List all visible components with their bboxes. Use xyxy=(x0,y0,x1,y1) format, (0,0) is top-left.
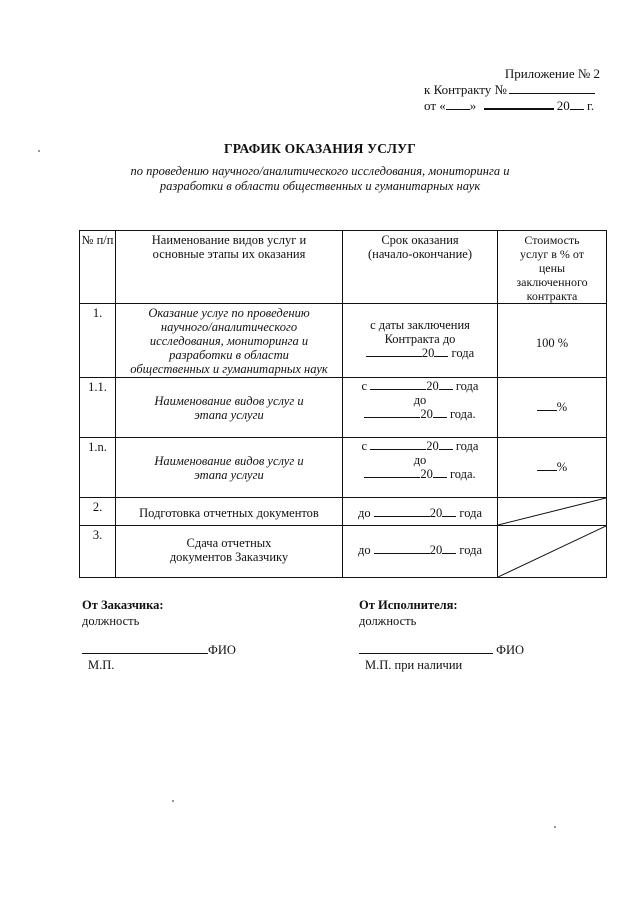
customer-signature-block xyxy=(82,598,322,673)
term-word1: года xyxy=(455,439,479,453)
contractor-signature-block xyxy=(359,598,599,673)
contractor-stamp: М.П. при наличии xyxy=(365,658,463,672)
term-text xyxy=(343,526,497,557)
schedule-table xyxy=(79,230,607,578)
term-word: года xyxy=(459,506,482,520)
row-num: 1. xyxy=(80,304,116,378)
header-term-text: Срок оказания (начало-окончание) xyxy=(367,233,473,261)
term-to: до xyxy=(413,393,427,407)
term-line2: Контракта до xyxy=(384,332,456,346)
term-word1: года xyxy=(455,379,479,393)
header-name xyxy=(116,231,343,304)
header-term xyxy=(343,231,498,304)
table-row xyxy=(80,498,607,526)
customer-position: должность xyxy=(82,614,140,628)
row-cost-empty xyxy=(498,526,607,578)
date-close-quote: » xyxy=(469,98,477,113)
percent-blank xyxy=(537,400,557,411)
year-blank xyxy=(433,407,447,418)
year-prefix: 20 xyxy=(556,98,570,113)
date-blank xyxy=(370,379,426,390)
row-term xyxy=(343,378,498,438)
scan-speck xyxy=(172,800,174,802)
date-blank xyxy=(370,439,426,450)
row-name-text: Сдача отчетных документов Заказчику xyxy=(169,536,289,564)
percent-sign: % xyxy=(556,400,568,414)
term-word: года xyxy=(459,543,482,557)
year-blank xyxy=(439,379,453,390)
year-blank xyxy=(434,346,448,357)
annex-contract-label: к Контракту № xyxy=(424,81,507,97)
cost-value xyxy=(498,378,606,414)
date-blank xyxy=(374,543,430,554)
header-name-text: Наименование видов услуг и основные этапы их оказания xyxy=(151,233,307,261)
contract-number-blank xyxy=(509,82,595,94)
term-text xyxy=(343,304,497,360)
year-blank xyxy=(439,439,453,450)
year-blank xyxy=(570,98,584,110)
contractor-fio: ФИО xyxy=(496,643,525,657)
term-year1: 20 xyxy=(426,379,439,393)
term-to: до xyxy=(413,453,427,467)
header-cost-text: Стоимость услуг в % от цены заключенного контракта xyxy=(516,233,588,303)
row-cost xyxy=(498,378,607,438)
annex-number: Приложение № 2 xyxy=(504,66,600,81)
term-to: до xyxy=(358,543,371,557)
term-text xyxy=(343,378,497,421)
contractor-signature-blank xyxy=(359,643,493,654)
term-from-line xyxy=(343,379,497,393)
annex-contract-line xyxy=(424,82,600,98)
term-word: года xyxy=(451,346,475,360)
annex-header xyxy=(424,66,600,114)
term-to-line xyxy=(343,467,497,481)
contractor-fio-line xyxy=(359,643,599,658)
contractor-heading: От Исполнителя: xyxy=(359,598,458,612)
page-subtitle: по проведению научного/аналитического исследования, мониторинга и разработки в области общественных и гуманитарных наук xyxy=(130,164,510,193)
term-year2: 20 xyxy=(420,407,433,421)
row-name-text: Подготовка отчетных документов xyxy=(139,506,319,520)
date-blank xyxy=(366,346,422,357)
header-cost xyxy=(498,231,607,304)
row-name-text: Наименование видов услуг и этапа услуги xyxy=(154,454,304,482)
row-name-text: Оказание услуг по проведению научного/аналитического исследования, мониторинга и разработки в области общественных и гуманитарных наук xyxy=(130,306,328,376)
term-year: 20 xyxy=(429,506,443,520)
term-word2: года. xyxy=(449,467,476,481)
row-term xyxy=(343,526,498,578)
row-term xyxy=(343,304,498,378)
term-to-line xyxy=(343,407,497,421)
scan-speck xyxy=(554,826,556,828)
annex-date-line xyxy=(424,97,600,114)
customer-stamp: М.П. xyxy=(88,658,115,672)
table-row xyxy=(80,378,607,438)
row-cost xyxy=(498,438,607,498)
term-year1: 20 xyxy=(426,439,439,453)
year-blank xyxy=(433,467,447,478)
month-blank xyxy=(484,97,554,110)
term-year: 20 xyxy=(429,543,443,557)
term-text xyxy=(343,498,497,520)
term-line3 xyxy=(343,346,497,360)
date-open-quote: от « xyxy=(424,98,446,113)
date-blank xyxy=(364,407,420,418)
row-cost-empty xyxy=(498,498,607,526)
row-term xyxy=(343,498,498,526)
year-blank xyxy=(442,543,456,554)
row-num: 3. xyxy=(80,526,116,578)
customer-heading: От Заказчика: xyxy=(82,598,164,612)
row-cost xyxy=(498,304,607,378)
term-word2: года. xyxy=(449,407,476,421)
term-year: 20 xyxy=(421,346,435,360)
term-from: с xyxy=(361,439,368,453)
page-title: ГРАФИК ОКАЗАНИЯ УСЛУГ xyxy=(223,141,417,156)
row-num: 1.n. xyxy=(80,438,116,498)
year-suffix: г. xyxy=(587,98,595,113)
row-name xyxy=(116,498,343,526)
term-year2: 20 xyxy=(420,467,433,481)
header-num: № п/п xyxy=(80,231,116,304)
diagonal-strike xyxy=(498,498,606,525)
row-num: 2. xyxy=(80,498,116,526)
row-num: 1.1. xyxy=(80,378,116,438)
scan-speck xyxy=(38,150,40,152)
term-to: до xyxy=(358,506,371,520)
row-name xyxy=(116,526,343,578)
table-row xyxy=(80,438,607,498)
row-name xyxy=(116,378,343,438)
row-name xyxy=(116,304,343,378)
year-blank xyxy=(442,506,456,517)
percent-sign: % xyxy=(556,460,568,474)
term-text xyxy=(343,438,497,481)
diagonal-strike xyxy=(498,526,606,577)
customer-fio: ФИО xyxy=(208,643,236,657)
term-from-line xyxy=(343,439,497,453)
customer-fio-line xyxy=(82,643,322,658)
date-blank xyxy=(374,506,430,517)
cost-value xyxy=(498,438,606,474)
row-name xyxy=(116,438,343,498)
term-line1: с даты заключения xyxy=(370,318,470,332)
day-blank xyxy=(446,98,470,110)
table-row xyxy=(80,526,607,578)
cost-value: 100 % xyxy=(535,336,569,350)
table-header-row xyxy=(80,231,607,304)
customer-signature-blank xyxy=(82,643,208,654)
table-row xyxy=(80,304,607,378)
date-blank xyxy=(364,467,420,478)
row-name-text: Наименование видов услуг и этапа услуги xyxy=(154,394,304,422)
term-from: с xyxy=(361,379,368,393)
contractor-position: должность xyxy=(359,614,417,628)
row-term xyxy=(343,438,498,498)
percent-blank xyxy=(537,460,557,471)
